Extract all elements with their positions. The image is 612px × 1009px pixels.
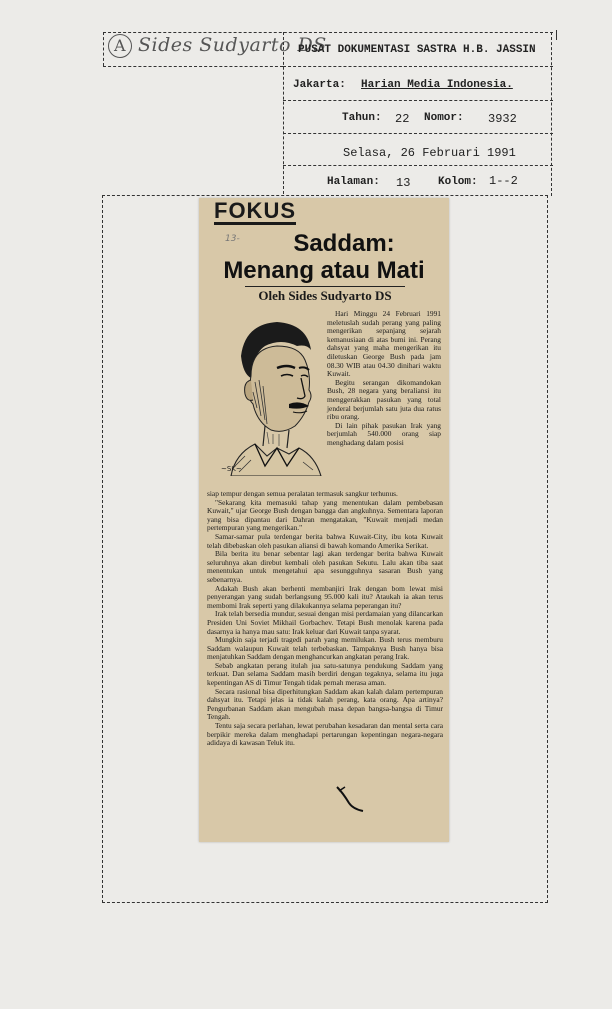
article-body — [207, 490, 443, 748]
header-right-edge — [551, 32, 552, 196]
handwritten-author-name: Sides Sudyarto DS — [138, 34, 327, 56]
body-paragraph: Tentu saja secara perlahan, lewat perubahan kesadaran dan mental serta cara berpikir mereka dalam menghadapi pertarungan kepentingan negara-negara adidaya di kawasan Teluk itu. — [207, 721, 443, 748]
svg-text:~SK~: ~SK~ — [221, 465, 242, 473]
body-paragraph: Irak telah bersedia mundur, sesuai dengan misi perdamaian yang dilancarkan Presiden Uni Soviet Mikhail Gorbachev. Tetapi Bush menolak karena pada dasarnya ia hanya mau satu: Irak keluar dari Kuwait tanpa syarat. — [207, 609, 443, 636]
portrait-illustration — [211, 316, 323, 476]
column-value: 1--2 — [489, 174, 518, 188]
archive-institution: PUSAT DOKUMENTASI SASTRA H.B. JASSIN — [298, 44, 536, 56]
body-paragraph: Samar-samar pula terdengar berita bahwa Kuwait-City, ibu kota Kuwait telah dibebaskan oleh pasukan aliansi di bawah komando Amerika Serikat. — [207, 531, 443, 550]
section-label: FOKUS — [214, 198, 296, 223]
body-paragraph: Mungkin saja terjadi tragedi parah yang memilukan. Bush terus memburu Saddam walaupun Kuwait telah terbebaskan. Tampaknya Bush hanya bisa menjatuhkan Saddam dengan menghancurkan angkatan perang Irak. — [207, 635, 443, 662]
body-paragraph: Bila berita itu benar sebentar lagi akan terdengar berita bahwa Kuwait seluruhnya akan direbut kembali oleh pasukan Sekutu. Lalu akan tiba saat menentukan untuk mengetahui apa sesungguhnya sasaran Bush yang sebenarnya. — [207, 549, 443, 584]
byline: Oleh Sides Sudyarto DS — [245, 286, 405, 304]
article-title — [213, 230, 435, 284]
body-paragraph: Secara rasional bisa diperhitungkan Saddam akan kalah dalam pertempuran dahsyat itu. Tetapi jelas ia tidak kalah perang, kata orang. Apa artinya? Pengurbanan Saddam akan mengubah masa depan bangsa-bangsa di Timur Tengah. — [207, 686, 443, 722]
city-label: Jakarta: — [293, 79, 346, 91]
page-label: Halaman: — [327, 176, 380, 188]
column-label: Kolom: — [438, 176, 478, 188]
pencil-mark: 13- — [225, 234, 240, 244]
body-paragraph: siap tempur dengan semua peralatan termasuk sangkur terhunus. — [207, 489, 398, 498]
header-left-rule — [103, 66, 283, 67]
header-rule-2 — [283, 100, 553, 101]
article-side-column — [327, 310, 441, 448]
header-rule-3 — [283, 133, 553, 134]
handwritten-note — [108, 34, 327, 58]
side-paragraph: Di lain pihak pasukan Irak yang berjumlah 540.000 orang siap menghadang dalam posisi — [327, 420, 441, 447]
header-left-edge — [103, 32, 104, 66]
issue-date: Selasa, 26 Februari 1991 — [343, 146, 516, 160]
article-title-line-1: Saddam: — [293, 230, 395, 257]
page-value: 13 — [396, 176, 411, 190]
year-value: 22 — [395, 112, 410, 126]
body-paragraph: Sebab angkatan perang itulah jua satu-satunya pendukung Saddam yang terkuat. Dan selama Saddam masih berdiri dengan tegaknya, selama itu juga kepentingan AS di Timur Tengah tidak pernah merasa aman. — [207, 660, 443, 688]
header-divider — [283, 32, 284, 194]
article-title-line-2: Menang atau Mati — [223, 257, 425, 284]
newspaper-clipping — [199, 198, 449, 842]
circled-letter: A — [108, 34, 132, 58]
side-paragraph: Hari Minggu 24 Februari 1991 meletuslah sudah perang yang paling mengerikan sepanjang sejarah kemanusiaan di atas bumi ini. Perang dahsyat yang maha mengerikan itu diletuskan George Bush pada jam 08.30 WIB atau 04.30 dinihari waktu Kuwait. — [327, 309, 441, 379]
header-top-rule — [103, 32, 553, 33]
page-edge-mark — [556, 30, 557, 40]
year-label: Tahun: — [342, 112, 382, 124]
ink-smudge — [333, 783, 369, 813]
number-value: 3932 — [488, 112, 517, 126]
number-label: Nomor: — [424, 112, 464, 124]
side-paragraph: Begitu serangan dikomandokan Bush, 28 negara yang beraliansi itu menggerakkan pasukan yang total jenderal berjumlah satu juta dua ratus ribu orang. — [327, 377, 441, 422]
header-rule-1 — [283, 66, 553, 67]
publication-name: Harian Media Indonesia. — [361, 79, 513, 91]
header-rule-4 — [283, 165, 553, 166]
body-paragraph: Adakah Bush akan berhenti membanjiri Irak dengan bom lewat misi penyerangan yang sudah berlangsung 95.000 kali itu? Ataukah ia akan terus membomi Irak seperti yang dilakukannya selama peperangan itu? — [207, 583, 443, 610]
body-paragraph: "Sekarang kita memasuki tahap yang menentukan dalam pembebasan Kuwait," ujar George Bush dengan bangga dan angkuhnya. Sementara laporan yang bisa dipantau dari Dahran mengatakan, "Kuwait menjadi medan pertempuran yang mengerikan." — [207, 497, 443, 533]
